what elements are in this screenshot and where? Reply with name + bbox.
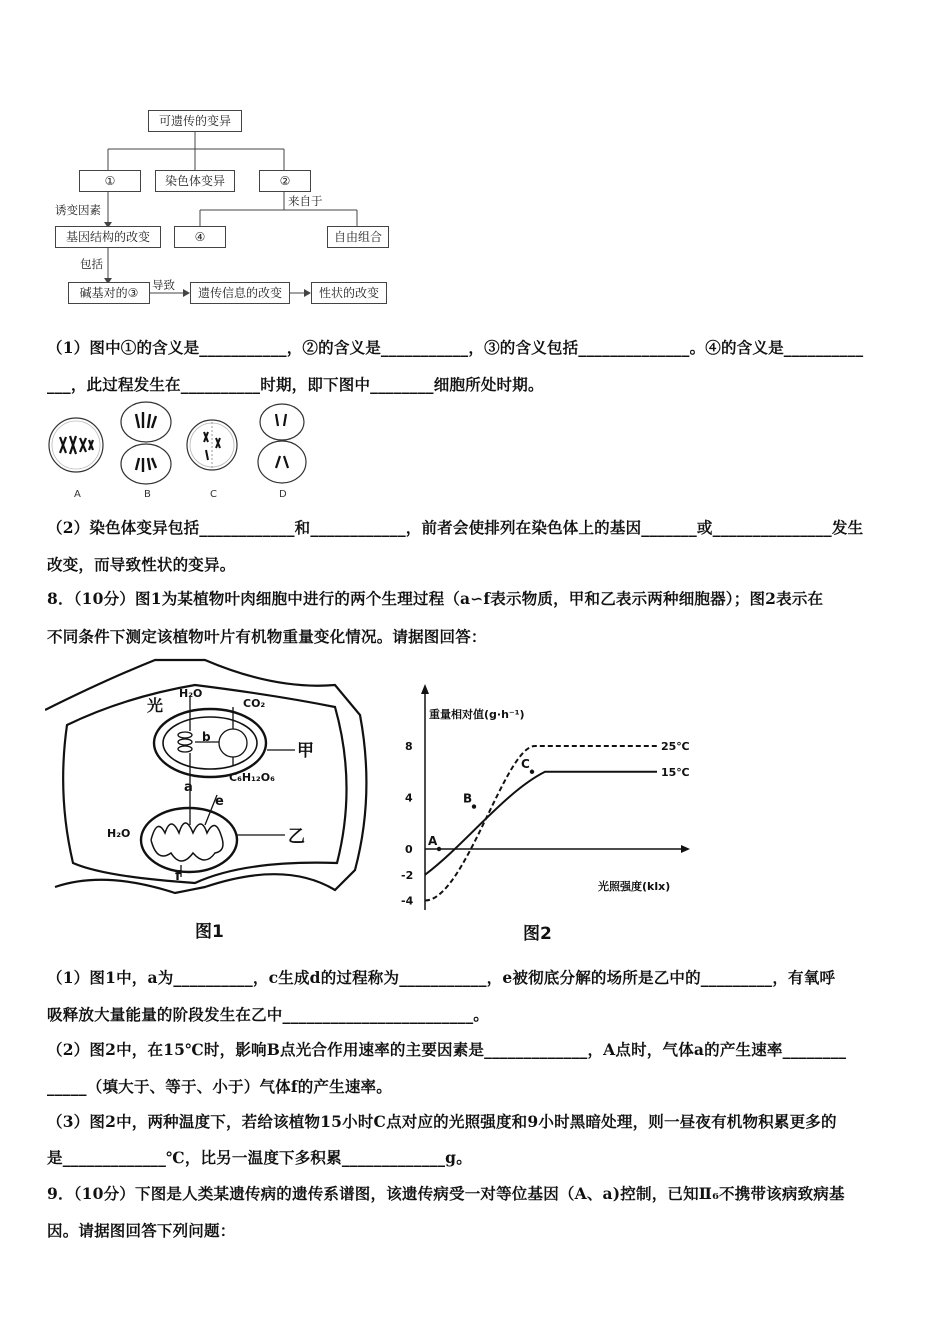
fig1-f: f <box>175 869 181 884</box>
q9-heading-line1: 9．（10分）下图是人类某遗传病的遗传系谱图，该遗传病受一对等位基因（A、a)控制，已知Ⅱ₆不携带该病致病基 <box>47 1184 845 1203</box>
flow-trait-change: 性状的改变 <box>311 282 387 304</box>
chart-point-label-c: C <box>521 756 530 771</box>
cell-caption-d: D <box>279 489 287 500</box>
flow-label-from: 来自于 <box>288 194 323 208</box>
q7-part2-line2: 改变，而导致性状的变异。 <box>47 555 236 574</box>
q8-part3-line1: （3）图2中，两种温度下，若给该植物15小时C点对应的光照强度和9小时黑暗处理，则一昼夜有机物积累更多的 <box>47 1112 837 1131</box>
chart-point-b <box>472 804 476 808</box>
cell-division-diagrams <box>40 400 330 490</box>
chart-legend-15c: 15℃ <box>661 765 690 779</box>
q8-heading-line1: 8．（10分）图1为某植物叶肉细胞中进行的两个生理过程（a∽f表示物质，甲和乙表示两种细胞器）；图2表示在 <box>47 589 824 608</box>
flow-free-combination: 自由组合 <box>327 226 389 248</box>
chart-y-tick-label: -2 <box>401 868 414 882</box>
q7-part1-line1: （1）图中①的含义是___________，②的含义是___________，③的含义包括______________。④的含义是__________ <box>47 338 864 357</box>
chart-points <box>428 757 534 851</box>
cell-caption-a: A <box>74 489 81 500</box>
flow-info-change: 遗传信息的改变 <box>190 282 290 304</box>
chart-y-axis-arrow <box>421 684 429 694</box>
flow-label-include: 包括 <box>80 257 103 271</box>
figure-2-chart <box>395 660 710 945</box>
cell-d <box>258 404 306 483</box>
cell-a <box>49 418 103 472</box>
q8-part1-line2: 吸释放大量能量的阶段发生在乙中________________________。 <box>47 1005 490 1024</box>
fig1-h2o-left: H₂O <box>107 827 131 840</box>
q9-heading-line2: 因。请据图回答下列问题： <box>47 1221 236 1240</box>
fig1-c6h12o6: C₆H₁₂O₆ <box>229 771 275 784</box>
fig1-h2o-top: H₂O <box>179 687 203 700</box>
fig1-yi: 乙 <box>288 827 305 847</box>
fig1-light: 光 <box>147 696 164 715</box>
q7-part2-line1: （2）染色体变异包括____________和____________，前者会使排列在染色体上的基因_______或_______________发生 <box>47 518 864 537</box>
chart-y-tick-label: 0 <box>405 843 413 856</box>
figure-1-leaf-cell <box>45 655 385 945</box>
flow-base-pair: 碱基对的③ <box>68 282 150 304</box>
flow-node-2: ② <box>259 170 311 192</box>
q8-part2-line1: （2）图2中，在15℃时，影响B点光合作用速率的主要因素是_____________，A点时，气体a的产生速率________ <box>47 1040 847 1059</box>
chart-series-25c <box>425 746 657 901</box>
chart-xlabel: 光照强度(klx) <box>598 880 671 893</box>
fig1-co2: CO₂ <box>243 697 266 710</box>
flow-node-4: ④ <box>174 226 226 248</box>
cell-b <box>121 402 171 484</box>
flow-label-mutagen: 诱变因素 <box>55 203 101 217</box>
flow-root-box: 可遗传的变异 <box>148 110 242 132</box>
q8-part2-line2: _____（填大于、等于、小于）气体f的产生速率。 <box>47 1077 392 1096</box>
chart-point-label-a: A <box>428 834 438 848</box>
chart-x-axis-arrow <box>681 845 690 853</box>
q8-heading-line2: 不同条件下测定该植物叶片有机物重量变化情况。请据图回答： <box>47 627 487 646</box>
flow-node-1: ① <box>79 170 141 192</box>
cell-caption-c: C <box>210 489 217 500</box>
chart-y-ticks <box>401 740 414 908</box>
flow-chromosome-variation: 染色体变异 <box>155 170 235 192</box>
fig1-jia: 甲 <box>297 741 314 761</box>
cell-caption-b: B <box>144 489 151 500</box>
flowchart-connectors <box>0 0 400 310</box>
chart-point-label-b: B <box>463 791 473 806</box>
q8-part3-line2: 是_____________℃，比另一温度下多积累_____________g。 <box>47 1148 472 1167</box>
fig1-a: a <box>184 780 193 795</box>
flow-gene-structure: 基因结构的改变 <box>55 226 161 248</box>
cell-c <box>187 420 237 470</box>
fig1-caption: 图1 <box>195 922 224 942</box>
q8-part1-line1: （1）图1中，a为__________，c生成d的过程称为___________，e被彻底分解的场所是乙中的_________，有氧呼 <box>47 968 836 987</box>
flow-label-lead: 导致 <box>152 278 175 292</box>
chart-point-c <box>530 770 534 774</box>
fig1-b: b <box>202 730 211 744</box>
fig2-caption: 图2 <box>523 924 552 944</box>
chart-y-tick-label: -4 <box>401 894 414 908</box>
fig1-e: e <box>215 794 224 809</box>
chart-series-15c <box>425 772 657 875</box>
chart-ylabel: 重量相对值(g·h⁻¹) <box>429 708 525 721</box>
chart-point-a <box>437 847 441 851</box>
q7-part1-line2: ___，此过程发生在__________时期，即下图中________细胞所处时期。 <box>47 375 544 394</box>
chart-y-tick-label: 4 <box>405 791 413 805</box>
chart-y-tick-label: 8 <box>405 740 413 753</box>
chart-legend-25c: 25℃ <box>661 740 690 753</box>
